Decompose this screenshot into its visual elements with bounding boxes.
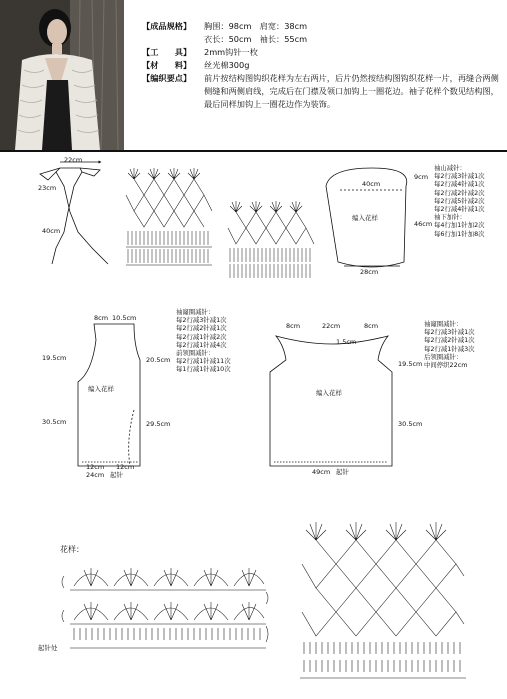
back-neck-depth: 1.5cm (336, 338, 357, 346)
note-line: 每2行减1针减4次 (176, 340, 227, 349)
collar-side-label: 40cm (42, 227, 61, 235)
back-top-b: 22cm (322, 322, 341, 330)
fan-row (128, 168, 200, 179)
note-line: 每2行减3针减1次 (434, 172, 485, 181)
spec-value: 前片按结构图钩织花样为左右两片，后片仍然按结构图钩织花样一片，再缝合两侧侧缝和两侧肩线，完成后在门襟及领口加钩上一圈花边。袖子花样个数见结构图，最后同样加钩上一圈花边作为装饰。 (204, 73, 499, 109)
back-top-a: 8cm (286, 322, 301, 330)
pattern-start-label: 起针处 (38, 644, 58, 652)
note-line: 每1行减1针减10次 (176, 365, 231, 374)
front-bottom-a: 12cm (86, 463, 105, 471)
sleeve-height-total: 46cm (414, 220, 433, 228)
front-right-upper: 20.5cm (146, 356, 171, 364)
back-pattern-label: 编入花样 (316, 389, 342, 397)
back-top-c: 8cm (364, 322, 379, 330)
note-line: 每2行减1针减11次 (176, 357, 231, 366)
pattern-chart-right (298, 518, 468, 688)
stitch-chart-top (126, 165, 212, 267)
note-line: 每2行减3针减1次 (424, 328, 475, 337)
note-line: 每2行减2针减1次 (424, 336, 475, 345)
note-line: 每2行减3针减1次 (176, 316, 227, 325)
note-line: 每6行加1针加8次 (434, 229, 485, 238)
front-bottom-total: 24cm (86, 471, 105, 479)
front-left-upper: 19.5cm (42, 354, 67, 362)
spec-key: 【成品规格】 (142, 21, 192, 31)
sleeve-top-width: 40cm (362, 180, 381, 188)
pattern-chart-left (60, 556, 270, 656)
collar-left-label: 23cm (38, 184, 57, 192)
spec-key: 【材 料】 (142, 60, 192, 70)
note-line: 前领圈减针： (176, 349, 215, 358)
sleeve-pattern-label: 编入花样 (352, 214, 378, 222)
spec-key: 【工 具】 (142, 47, 192, 57)
front-start-label: 起针 (110, 471, 123, 479)
note-line: 每2行减1针减3次 (424, 344, 475, 353)
note-line: 每2行减4针减1次 (434, 180, 485, 189)
front-left-lower: 30.5cm (42, 418, 67, 426)
note-line: 每2行减4针减1次 (434, 205, 485, 214)
front-top-right: 10.5cm (112, 314, 137, 322)
front-right-lower: 29.5cm (146, 420, 171, 428)
front-bottom-b: 12cm (116, 463, 135, 471)
stitch-chart-mid (228, 198, 314, 280)
spec-value: 衣长：50cm 袖长：55cm (204, 34, 308, 44)
sleeve-height-top: 9cm (414, 173, 429, 181)
note-line: 每2行减2针减2次 (434, 188, 485, 197)
note-line: 每2行减5针减2次 (434, 196, 485, 205)
sleeve-notes (434, 164, 485, 238)
collar-top-label: 22cm (64, 156, 83, 164)
spec-key: 【编织要点】 (142, 73, 192, 83)
back-right-lower: 30.5cm (398, 420, 423, 428)
sleeve-bottom-width: 28cm (360, 268, 379, 276)
back-start-label: 起针 (336, 468, 349, 476)
note-line: 每2行减2针减1次 (176, 324, 227, 333)
note-line: 每4行加1针加2次 (434, 221, 485, 230)
back-bottom: 49cm (312, 468, 331, 476)
note-line: 后领圈减针： (424, 352, 463, 361)
spec-value: 2mm钩针一枚 (204, 47, 258, 57)
note-line: 袖窿圈减针： (424, 320, 463, 328)
spec-value: 丝光棉300g (204, 60, 250, 70)
front-notes (176, 308, 231, 374)
pattern-title: 花样： (60, 545, 84, 554)
back-notes (424, 320, 475, 369)
front-top-left: 8cm (94, 314, 109, 322)
back-right-upper: 19.5cm (398, 360, 423, 368)
note-line: 袖下加针： (434, 213, 466, 222)
spec-value: 胸围：98cm 肩宽：38cm (204, 21, 308, 31)
note-line: 袖山减针： (434, 164, 466, 172)
note-line: 每2行减1针减2次 (176, 332, 227, 341)
front-pattern-label: 编入花样 (88, 385, 114, 393)
note-line: 袖窿圈减针： (176, 308, 215, 316)
note-line: 中间停织22cm (424, 361, 468, 370)
